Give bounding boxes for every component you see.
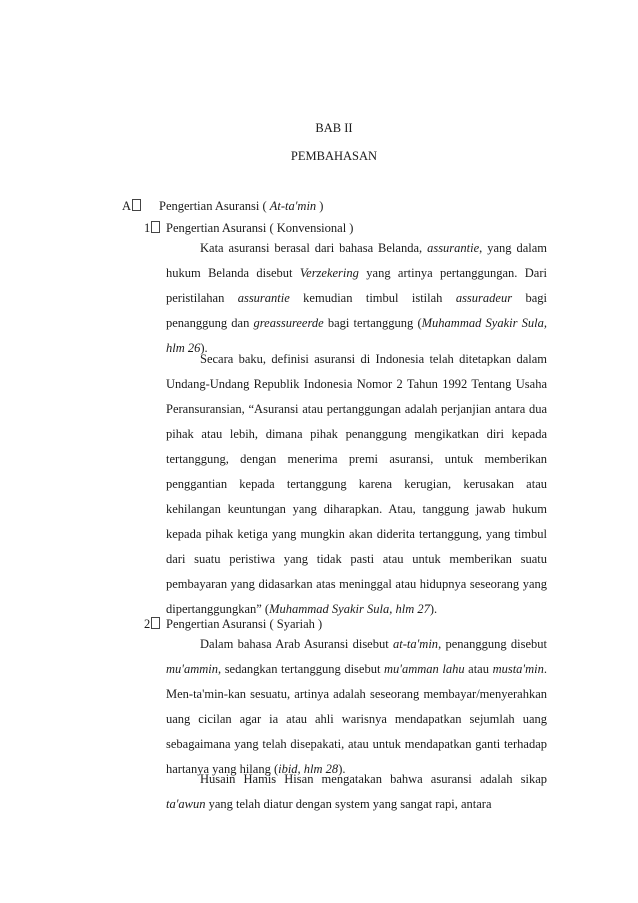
text-run: ). xyxy=(200,341,208,355)
italic-run: at-ta'min xyxy=(393,637,439,651)
section-a-heading xyxy=(159,199,323,214)
chapter-title: BAB II xyxy=(315,121,353,135)
text-run: Husain Hamis Hisan mengatakan bahwa asuransi adalah sikap xyxy=(200,772,547,786)
sub-1-paragraph-2 xyxy=(166,347,547,622)
missing-glyph-icon xyxy=(151,221,160,233)
missing-glyph-icon xyxy=(132,199,141,211)
section-a-marker xyxy=(122,199,141,214)
sub-1-heading: Pengertian Asuransi ( Konvensional ) xyxy=(166,221,354,235)
italic-run: assuradeur xyxy=(455,291,513,305)
text-run: . Men-ta'min-kan sesuatu, artinya adalah seseorang membayar/menyerahkan uang cicilan agar ia atau ahli warisnya mendapatkan sejumlah uang sebagaimana yang telah disepakati, atau untuk mendapatkan ganti terhadap hartanya yang hilang ( xyxy=(166,662,547,776)
sub-2-heading: Pengertian Asuransi ( Syariah ) xyxy=(166,617,323,631)
text-run: Kata asuransi berasal dari bahasa Belanda, xyxy=(200,241,428,255)
text-run: , penanggung disebut xyxy=(438,637,547,651)
italic-run: mu'ammin xyxy=(166,662,218,676)
italic-run: Muhammad Syakir Sula, hlm 27 xyxy=(269,602,430,616)
text-run: ). xyxy=(338,762,346,776)
sub-2-marker xyxy=(144,617,160,632)
sub-2-paragraph-1 xyxy=(166,632,547,782)
italic-run: assurantie xyxy=(237,291,290,305)
text-run: kemudian timbul istilah xyxy=(289,291,456,305)
italic-run: ta'awun xyxy=(166,797,206,811)
section-a-heading-close: ) xyxy=(316,199,324,213)
text-run: yang artinya pertanggungan. Dari peristilahan xyxy=(166,266,547,305)
sub-2-number: 2 xyxy=(144,617,151,631)
section-a-letter: A xyxy=(122,199,132,213)
text-run: , yang dalam hukum Belanda disebut xyxy=(166,241,548,280)
text-run: atau xyxy=(464,662,493,676)
text-run: Secara baku, definisi asuransi di Indonesia telah ditetapkan dalam Undang-Undang Republik Indonesia Nomor 2 Tahun 1992 Tentang Usaha Peransuransian, “Asuransi atau pertanggungan adalah perjanjian antara dua pihak atau lebih, dimana pihak penanggung mengikatkan diri kepada tertanggung, dengan menerima premi asuransi, untuk memberikan penggantian kepada tertanggung karena kerugian, kerusakan atau kehilangan keuntungan yang diharapkan. Atau, tanggung jawab hukum kepada pihak ketiga yang mungkin akan diderita tertanggung, yang timbul dari suatu peristiwa yang tidak pasti atau untuk memberikan suatu pembayaran yang didasarkan atas meninggal atau hidupnya seseorang yang dipertanggungkan” ( xyxy=(166,352,547,616)
text-run: , sedangkan tertanggung disebut xyxy=(217,662,385,676)
section-a-heading-italic: At-ta'min xyxy=(269,199,317,213)
text-run: bagi penanggung dan xyxy=(166,291,547,330)
sub-2-paragraph-2 xyxy=(166,767,547,817)
italic-run: Verzekering xyxy=(299,266,359,280)
sub-1-paragraph-1 xyxy=(166,236,547,361)
text-run: bagi tertanggung ( xyxy=(323,316,422,330)
italic-run: Muhammad Syakir Sula, hlm 26 xyxy=(166,316,548,355)
missing-glyph-icon xyxy=(151,617,160,629)
text-run: ). xyxy=(429,602,438,616)
italic-run: ibid, hlm 28 xyxy=(278,762,339,776)
sub-1-marker xyxy=(144,221,160,236)
text-run: yang telah diatur dengan system yang sangat rapi, antara xyxy=(205,797,492,811)
italic-run: mu'amman lahu xyxy=(384,662,465,676)
sub-1-number: 1 xyxy=(144,221,151,235)
italic-run: musta'min xyxy=(492,662,544,676)
chapter-subtitle: PEMBAHASAN xyxy=(290,149,378,163)
italic-run: assurantie xyxy=(427,241,480,255)
italic-run: greassureerde xyxy=(253,316,324,330)
section-a-heading-text: Pengertian Asuransi ( xyxy=(159,199,270,213)
text-run: Dalam bahasa Arab Asuransi disebut xyxy=(200,637,394,651)
